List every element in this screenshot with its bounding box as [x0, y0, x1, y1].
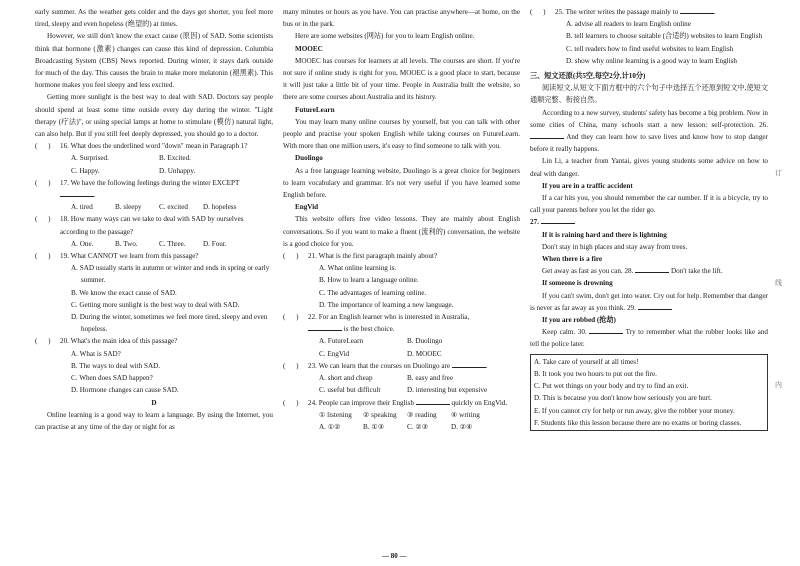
question-18	[35, 213, 273, 237]
passage-e-paragraph: Lin Li, a teacher from Yantai, gives young students some advice on how to deal with danger.	[530, 157, 768, 178]
option-b: B. How to learn a language online.	[319, 276, 419, 285]
question-stem-text: is the best choice.	[343, 325, 395, 334]
question-stem: 17. We have the following feelings during the winter EXCEPT .	[60, 178, 240, 200]
passage-d-paragraph: many minutes or hours as you have. You can practise anywhere—at home, on the bus or in the park.	[283, 8, 520, 29]
option-a: A. advise all readers to learn English online	[566, 20, 691, 29]
question-20	[35, 335, 273, 347]
option-c: C. Happy.	[71, 166, 100, 175]
options-row	[35, 238, 273, 250]
option-b: B. ①③	[363, 422, 385, 431]
column-right	[530, 6, 768, 431]
column-left	[35, 6, 273, 433]
situation-heading: If you are in a traffic accident	[542, 181, 633, 190]
binding-margin-mark: 线	[775, 279, 782, 287]
option-c: C. tell readers how to find useful websites to learn English	[566, 44, 734, 53]
box-option-e: E. If you cannot cry for help or run away, give the robber your money.	[534, 406, 735, 415]
section-heading-d: D	[151, 398, 157, 407]
option-a: A. FutureLearn	[319, 337, 364, 346]
skill-reading: ③ reading	[407, 410, 437, 419]
passage-e-paragraph	[530, 265, 768, 277]
option-a: A. SAD usually starts in autumn or winter and ends in spring or early summer.	[71, 264, 270, 285]
question-stem	[308, 397, 520, 409]
answer-blank[interactable]	[308, 330, 342, 331]
box-option-d: D. This is because you don't know how seriously you are hurt.	[534, 394, 712, 403]
options-row	[35, 201, 273, 213]
answer-blank[interactable]	[452, 367, 486, 368]
question-stem: 23. We can learn that the courses on Duolingo are .	[308, 361, 488, 370]
answer-bracket: ( )	[283, 252, 299, 261]
passage-text: If you can't swim, don't get into water. Cry out for help. Remember that danger is never as far away as you think. 29.	[530, 291, 768, 312]
skill-writing: ④ writing	[451, 410, 480, 419]
answer-bracket: ( )	[283, 361, 299, 370]
option-b: B. The ways to deal with SAD.	[71, 361, 161, 370]
passage-text: Keep calm. 30.	[542, 328, 587, 337]
question-22	[283, 311, 520, 335]
options-row	[283, 372, 520, 384]
option-a: A. One.	[71, 239, 94, 248]
question-stem	[308, 311, 520, 335]
answer-blank-28[interactable]	[635, 272, 669, 273]
answer-bracket: ( )	[530, 8, 546, 16]
passage-d-paragraph: This website offers free video lessons. They are mainly about English conversations. So if you want to make a fluent (流利的) conversation, the website is a good choice for you.	[283, 215, 520, 248]
option-d: D. During the winter, sometimes we feel more tired, sleepy and even hopeless.	[71, 313, 268, 334]
question-16	[35, 140, 273, 152]
option-c: C. Three.	[159, 239, 186, 248]
passage-e-paragraph: If a car hits you, you should remember the car number. If it is a bicycle, try to call your parents before you let the rider go.	[530, 194, 768, 215]
option-d: D. hopeless	[203, 203, 237, 212]
passage-text: According to a new survey, students' safety has become a big problem. Now in some cities of China, many schools start a new lesson: self-protection. 26.	[530, 108, 768, 129]
answer-blank-26[interactable]	[530, 138, 564, 139]
option-d: D. ②④	[451, 422, 473, 431]
option-c: C. excited	[159, 203, 188, 212]
question-stem-text: 25. The writer writes the passage mainly to	[555, 8, 679, 16]
question-23	[283, 360, 520, 372]
option-c: C. useful but difficult	[319, 386, 381, 395]
situation-heading: When there is a fire	[542, 255, 603, 264]
question-stem: 19. What CANNOT we learn from this passage?	[60, 252, 199, 261]
answer-blank[interactable]	[680, 13, 714, 14]
situation-heading: If you are robbed (抢劫)	[542, 316, 616, 325]
answer-blank[interactable]	[416, 404, 450, 405]
passage-text: Get away as fast as you can. 28.	[542, 267, 634, 276]
option-c: C. The advantages of learning online.	[319, 288, 427, 297]
passage-d-paragraph: MOOEC has courses for learners at all levels. The courses are short. If you're not sure if online study is right for you, MOOEC is a good place to start, because it will just take a little bit of your time. People in Australia built the website, so there are some courses about Australia and its history.	[283, 56, 520, 102]
answer-bracket: ( )	[35, 178, 51, 187]
section-three-heading: 三、短文还原(共5空,每空2分,计10分)	[530, 72, 646, 81]
option-c: C. ②③	[407, 422, 429, 431]
option-a: A. ①②	[319, 422, 341, 431]
answer-bracket: ( )	[35, 337, 51, 346]
question-19	[35, 250, 273, 262]
option-b: B. tell learners to choose suitable (合适的) websites to learn English	[566, 32, 763, 41]
options-row	[35, 152, 273, 164]
option-b: B. sleepy	[115, 203, 142, 212]
options-row	[283, 421, 520, 433]
answer-blank[interactable]	[60, 196, 94, 197]
answer-blank-27[interactable]	[541, 223, 575, 224]
page-number: — 80 —	[382, 552, 407, 560]
question-stem-text: 17. We have the following feelings during the winter EXCEPT	[60, 178, 240, 187]
question-25	[530, 6, 768, 18]
option-b: B. Excited.	[159, 154, 191, 163]
option-d: D. MOOEC	[407, 349, 442, 358]
passage-e-paragraph	[530, 326, 768, 350]
option-a: A. What online learning is.	[319, 264, 397, 273]
website-heading-futurelearn: FutureLearn	[295, 105, 335, 114]
question-stem-text: 22. For an English learner who is interested in Australia,	[308, 313, 470, 322]
blank-number: 27.	[530, 218, 539, 227]
option-d: D. show why online learning is a good way to learn English	[566, 56, 737, 65]
answer-bracket: ( )	[35, 215, 51, 224]
options-row	[283, 384, 520, 396]
box-option-c: C. Put wet things on your body and try to find an exit.	[534, 382, 689, 391]
option-a: A. Surprised.	[71, 154, 109, 163]
question-stem-text: 23. We can learn that the courses on Duolingo are	[308, 361, 451, 370]
option-b: B. Two.	[115, 239, 138, 248]
skill-listening: ① listening	[319, 410, 352, 419]
box-option-a: A. Take care of yourself at all times!	[534, 357, 639, 366]
question-stem: 16. What does the underlined word "down" mean in Paragraph 1?	[60, 142, 248, 151]
passage-e-paragraph: Don't stay in high places and stay away from trees.	[542, 242, 688, 251]
passage-text: Don't take the lift.	[671, 267, 723, 276]
option-d: D. The importance of learning a new language.	[319, 300, 454, 309]
website-heading-engvid: EngVid	[295, 203, 319, 212]
answer-bracket: ( )	[35, 252, 51, 261]
option-b: B. Duolingo	[407, 337, 443, 346]
passage-d-paragraph: As a free language learning website, Duolingo is a great choice for beginners to learn vocabulary and grammar. It's not very useful if you have learned some English before.	[283, 166, 520, 200]
passage-e-paragraph	[530, 216, 768, 228]
answer-blank-29[interactable]	[638, 309, 672, 310]
passage-c-paragraph: Getting more sunlight is the best way to deal with SAD. Doctors say people should spend at least some time outside every day during the winter. "Light therapy (疗法)", or using special lamps at home to stimulate (模仿) natural light, can also help. But if you still feel deeply depressed, you should go to a doctor.	[35, 93, 273, 139]
passage-text: And they can learn how to save lives and know how to stop danger before it really happens.	[530, 133, 768, 154]
passage-e-paragraph	[530, 290, 768, 314]
option-a: A. What is SAD?	[71, 349, 121, 358]
binding-margin-mark: 订	[775, 169, 782, 177]
option-a: A. short and cheap	[319, 374, 373, 383]
question-stem: 18. How many ways can we take to deal with SAD by ourselves according to the passage?	[60, 215, 244, 236]
options-row	[283, 348, 520, 360]
website-heading-duolingo: Duolingo	[295, 154, 323, 163]
section-instructions: 阅读短文,从短文下面方框中的六个句子中选择五个还原到短文中,使短文通顺完整、衔接自然。	[530, 84, 768, 105]
option-c: C. EngVid	[319, 349, 350, 358]
option-d: D. Four.	[203, 239, 227, 248]
situation-heading: If it is raining hard and there is lightning	[542, 230, 667, 239]
situation-heading: If someone is drowning	[542, 279, 613, 288]
passage-d-paragraph: Online learning is a good way to learn a language. By using the Internet, you can practise at any time of the day or night for as	[35, 410, 273, 431]
passage-c-paragraph: early summer. As the weather gets colder and the days get shorter, you feel more tired, sleepy and even hopeless (绝望的) at times.	[35, 8, 273, 29]
skill-speaking: ② speaking	[363, 410, 397, 419]
question-17	[35, 177, 273, 201]
passage-text: Try to remember what the robber looks like and tell the police later.	[530, 328, 768, 349]
option-b: B. easy and free	[407, 374, 453, 383]
option-d: D. Hormone changes can cause SAD.	[71, 386, 179, 395]
passage-c-paragraph: However, we still don't know the exact cause (原因) of SAD. Some scientists think that hormone (激素) changes can cause this kind of depression. Columbia Broadcasting System (CBS) News reported. During winter, it stays dark outside for much of the day. This causes the brain to make more melatonin (褪黑素). This hormone makes you feel sleepy and less excited.	[35, 32, 273, 90]
answer-blank-30[interactable]	[589, 333, 623, 334]
sentence-options-box	[530, 354, 768, 431]
option-d: D. Unhappy.	[159, 166, 196, 175]
question-24	[283, 397, 520, 409]
box-option-b: B. It took you two hours to put out the fire.	[534, 369, 657, 378]
option-b: B. We know the exact cause of SAD.	[71, 288, 177, 297]
question-stem: 20. What's the main idea of this passage?	[60, 337, 178, 346]
question-stem: 21. What is the first paragraph mainly about?	[308, 252, 438, 261]
answer-bracket: ( )	[283, 313, 299, 322]
option-c: C. When does SAD happen?	[71, 374, 153, 383]
box-option-f: F. Students like this lesson because there are no exams or boring classes.	[534, 418, 742, 427]
website-heading-mooec: MOOEC	[295, 44, 323, 53]
passage-d-paragraph: You may learn many online courses by yourself, but you can talk with other people and practise your spoken English while taking courses on FutureLearn. With more than one million users, it's easy to find someone to talk with you.	[283, 117, 520, 151]
option-d: D. interesting but expensive	[407, 386, 488, 395]
question-stem-text: 24. People can improve their English	[308, 398, 414, 407]
answer-bracket: ( )	[35, 142, 51, 151]
question-21	[283, 250, 520, 262]
question-stem: 25. The writer writes the passage mainly to .	[555, 8, 716, 16]
option-a: A. tired	[71, 203, 93, 212]
options-row	[283, 335, 520, 347]
binding-margin-mark: 内	[775, 381, 782, 389]
skills-row	[283, 409, 520, 421]
question-stem-text: quickly on EngVid.	[451, 398, 508, 407]
option-c: C. Getting more sunlight is the best way to deal with SAD.	[71, 300, 240, 309]
passage-d-paragraph: Here are some websites (网站) for you to learn English online.	[295, 32, 475, 41]
column-middle	[283, 6, 520, 433]
options-row	[35, 165, 273, 177]
passage-e-paragraph	[530, 107, 768, 156]
answer-bracket: ( )	[283, 398, 299, 407]
